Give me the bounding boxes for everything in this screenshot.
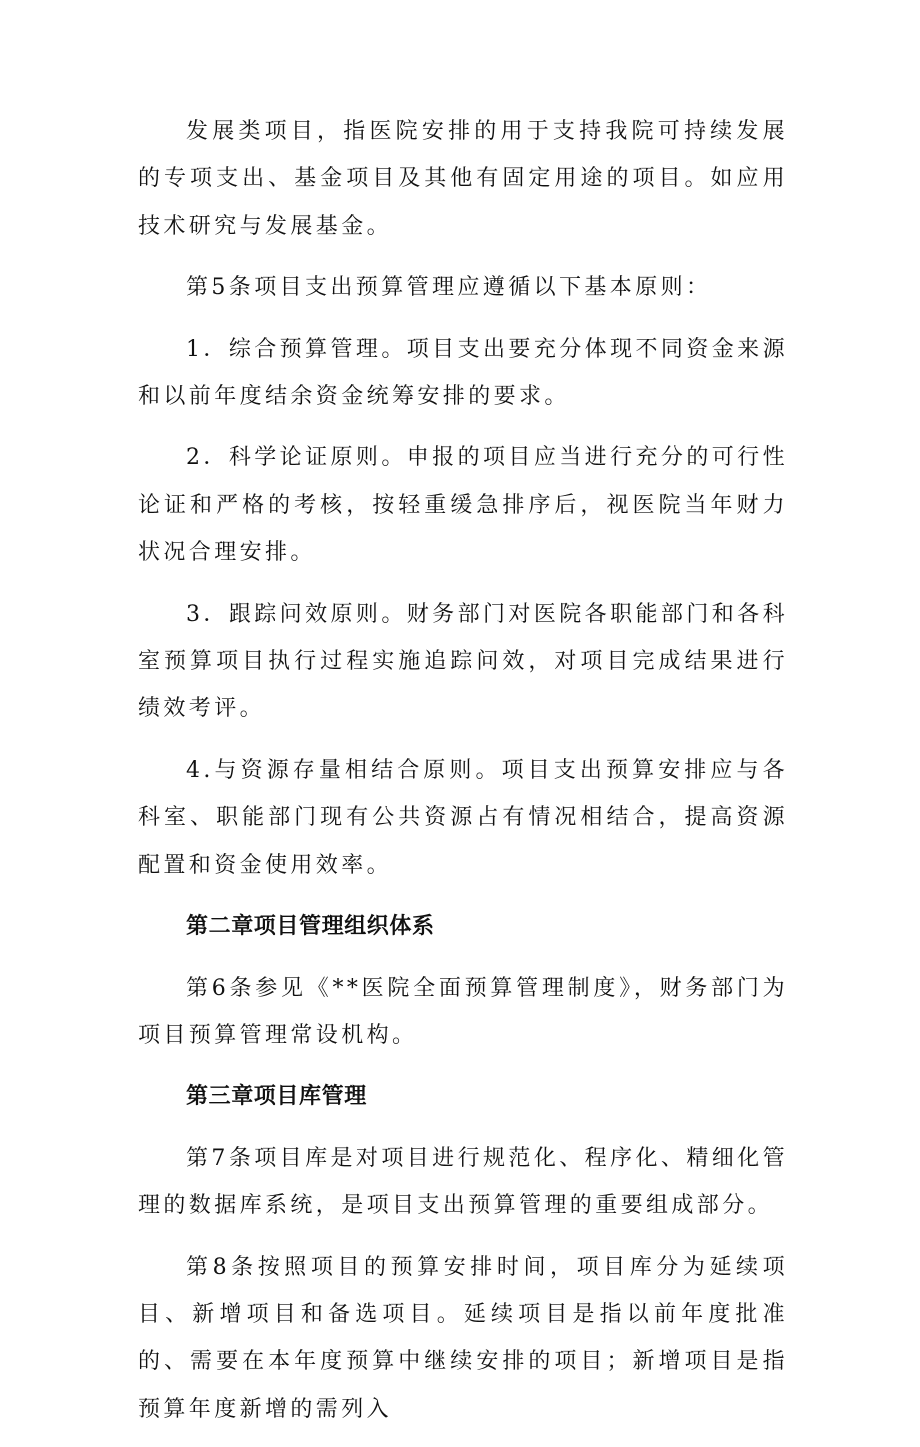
paragraph-article-6: 第6条参见《**医院全面预算管理制度》，财务部门为项目预算管理常设机构。 — [138, 975, 788, 1048]
paragraph-development-projects: 发展类项目，指医院安排的用于支持我院可持续发展的专项支出、基金项目及其他有固定用途的项目。如应用技术研究与发展基金。 — [138, 119, 788, 239]
chapter-2-heading: 第二章项目管理组织体系 — [186, 914, 435, 940]
paragraph-article-5: 第5条项目支出预算管理应遵循以下基本原则： — [186, 275, 712, 301]
paragraph-article-8: 第8条按照项目的预算安排时间，项目库分为延续项目、新增项目和备选项目。延续项目是指以前年度批准的、需要在本年度预算中继续安排的项目；新增项目是指预算年度新增的需列入 — [138, 1254, 788, 1422]
paragraph-principle-4: 4.与资源存量相结合原则。项目支出预算安排应与各科室、职能部门现有公共资源占有情况相结合，提高资源配置和资金使用效率。 — [138, 757, 788, 878]
chapter-3-heading: 第三章项目库管理 — [186, 1084, 367, 1110]
paragraph-principle-3: 3．跟踪问效原则。财务部门对医院各职能部门和各科室预算项目执行过程实施追踪问效，对项目完成结果进行绩效考评。 — [138, 601, 788, 722]
document-body — [138, 108, 788, 1447]
paragraph-principle-1: 1．综合预算管理。项目支出要充分体现不同资金来源和以前年度结余资金统筹安排的要求。 — [138, 336, 788, 410]
paragraph-article-7: 第7条项目库是对项目进行规范化、程序化、精细化管理的数据库系统，是项目支出预算管理的重要组成部分。 — [138, 1145, 788, 1219]
paragraph-principle-2: 2．科学论证原则。申报的项目应当进行充分的可行性论证和严格的考核，按轻重缓急排序后，视医院当年财力状况合理安排。 — [138, 445, 788, 566]
